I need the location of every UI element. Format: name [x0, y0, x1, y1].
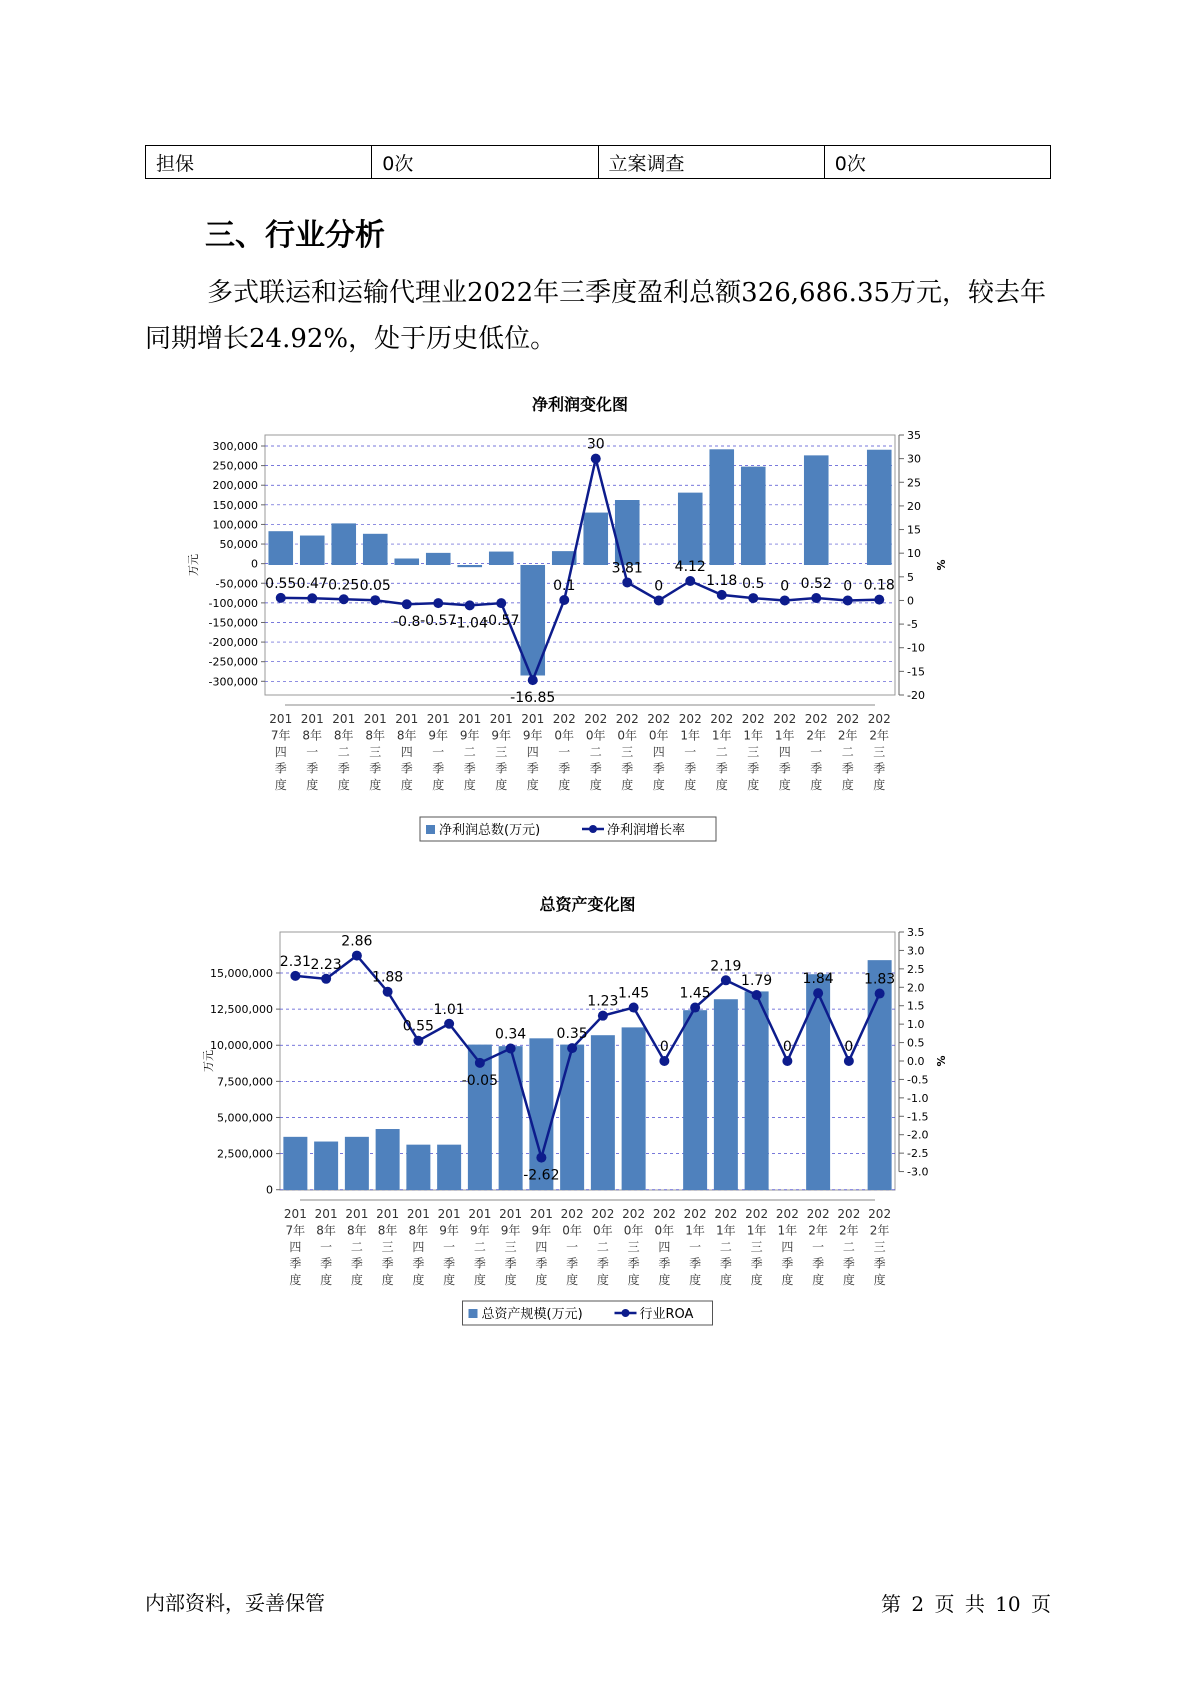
- bar: [615, 500, 640, 565]
- chart-title: 净利润变化图: [531, 395, 629, 414]
- data-label: 1.01: [433, 1001, 465, 1018]
- x-tick-label: 202 1年三季度: [745, 1207, 769, 1287]
- y2-tick-label: -3.0: [907, 1165, 929, 1179]
- y2-tick-label: 0: [907, 594, 914, 608]
- x-tick-label: 202 1年二季度: [710, 712, 734, 792]
- y2-tick-label: 3.5: [907, 926, 925, 939]
- data-label: -16.85: [510, 690, 556, 707]
- line-point: [433, 598, 443, 608]
- y2-tick-label: 3.0: [907, 944, 925, 958]
- x-tick-label: 202 0年二季度: [584, 712, 608, 792]
- x-tick-label: 201 9年三季度: [489, 712, 513, 792]
- bar: [741, 467, 766, 565]
- y2-tick-label: -1.5: [907, 1110, 929, 1124]
- x-tick-label: 201 8年二季度: [332, 712, 356, 792]
- line-point: [352, 951, 362, 961]
- y-axis-label: 万元: [202, 1050, 215, 1072]
- line-point: [444, 1019, 454, 1029]
- line-point: [506, 1043, 516, 1053]
- line-point: [875, 989, 885, 999]
- x-tick-label: 202 1年三季度: [741, 712, 765, 792]
- line-point: [874, 595, 884, 605]
- table-cell: 0次: [372, 146, 598, 179]
- table-row: [146, 146, 1051, 179]
- section-heading: 三、行业分析: [205, 218, 385, 253]
- legend-bar-label: 净利润总数(万元): [439, 823, 541, 838]
- line-point: [307, 593, 317, 603]
- info-table: [145, 145, 1051, 179]
- y2-tick-label: -20: [907, 689, 925, 702]
- y-tick-label: -250,000: [208, 655, 258, 669]
- line-point: [276, 593, 286, 603]
- line-point: [528, 675, 538, 685]
- data-label: 0: [780, 578, 790, 595]
- data-label: 0.25: [328, 577, 360, 594]
- bar: [806, 974, 830, 1190]
- data-label: 1.18: [706, 572, 738, 589]
- x-tick-label: 201 7年四季度: [283, 1207, 307, 1287]
- line-point: [598, 1011, 608, 1021]
- net-profit-chart: [180, 390, 980, 850]
- y2-tick-label: -0.5: [907, 1073, 929, 1087]
- bar: [678, 493, 703, 565]
- line-point: [811, 593, 821, 603]
- data-label: -0.57: [483, 613, 520, 630]
- bar: [804, 455, 829, 565]
- y2-tick-label: -5: [907, 618, 918, 632]
- x-tick-label: 202 0年三季度: [622, 1207, 646, 1287]
- line-point: [475, 1058, 485, 1068]
- data-label: 0.18: [863, 577, 895, 594]
- x-tick-label: 201 9年二季度: [468, 1207, 492, 1287]
- line-point: [290, 971, 300, 981]
- x-tick-label: 202 1年二季度: [714, 1207, 738, 1287]
- y2-tick-label: 25: [907, 476, 921, 490]
- data-label: 2.31: [279, 953, 311, 970]
- data-label: -0.05: [461, 1072, 498, 1089]
- x-tick-label: 202 0年三季度: [615, 712, 639, 792]
- bar: [622, 1027, 646, 1190]
- y2-tick-label: 2.0: [907, 981, 925, 995]
- table-cell: 立案调查: [598, 146, 824, 179]
- x-tick-label: 202 2年二季度: [837, 1207, 861, 1287]
- y-tick-label: 200,000: [212, 479, 258, 493]
- legend-line-marker: [622, 1309, 630, 1317]
- y2-tick-label: 0.5: [907, 1036, 925, 1050]
- x-tick-label: 201 8年一季度: [314, 1207, 338, 1287]
- data-label: 1.84: [802, 971, 834, 988]
- x-tick-label: 202 0年四季度: [652, 1207, 676, 1287]
- y-tick-label: 150,000: [212, 498, 258, 512]
- line-point: [717, 590, 727, 600]
- bar: [745, 991, 769, 1190]
- data-label: -0.8: [393, 614, 421, 631]
- y2-tick-label: 1.0: [907, 1018, 925, 1032]
- y2-tick-label: 1.5: [907, 999, 925, 1013]
- y-tick-label: 2,500,000: [217, 1147, 273, 1161]
- table-cell: 担保: [146, 146, 372, 179]
- y2-tick-label: -2.5: [907, 1147, 929, 1161]
- data-label: 2.19: [710, 958, 742, 975]
- line-point: [654, 595, 664, 605]
- bar: [426, 553, 451, 565]
- footer-page-number: 第 2 页 共 10 页: [881, 1592, 1051, 1616]
- x-tick-label: 202 2年二季度: [836, 712, 860, 792]
- data-label: 0.35: [556, 1026, 588, 1043]
- data-label: -2.62: [523, 1167, 560, 1184]
- x-tick-label: 201 9年一季度: [426, 712, 450, 792]
- data-label: 0.55: [265, 575, 297, 592]
- data-label: 30: [586, 436, 605, 453]
- bar: [499, 1046, 523, 1190]
- y-axis-label: 万元: [187, 554, 200, 576]
- y-tick-label: 12,500,000: [210, 1003, 273, 1017]
- line-point: [622, 577, 632, 587]
- y2-tick-label: 2.5: [907, 962, 925, 976]
- bar: [406, 1145, 430, 1190]
- data-label: 0.05: [359, 578, 391, 595]
- x-tick-label: 201 7年四季度: [269, 712, 293, 792]
- bar: [683, 1010, 707, 1190]
- y-tick-label: 5,000,000: [217, 1111, 273, 1125]
- data-label: -1.04: [451, 615, 488, 632]
- legend-bar-swatch: [469, 1309, 478, 1318]
- bar: [363, 534, 388, 565]
- y2-tick-label: 30: [907, 452, 921, 466]
- y2-tick-label: 15: [907, 523, 921, 537]
- bar: [560, 1045, 584, 1190]
- bar: [867, 450, 892, 565]
- y2-tick-label: -1.0: [907, 1091, 929, 1105]
- bar: [591, 1035, 615, 1190]
- line-point: [629, 1003, 639, 1013]
- y-tick-label: 10,000,000: [210, 1039, 273, 1053]
- x-tick-label: 202 2年三季度: [867, 712, 891, 792]
- bar: [268, 531, 293, 565]
- x-tick-label: 201 8年一季度: [300, 712, 324, 792]
- chart-title: 总资产变化图: [539, 895, 636, 914]
- table-cell: 0次: [824, 146, 1050, 179]
- line-point: [813, 988, 823, 998]
- data-label: 0: [654, 578, 664, 595]
- line-point: [721, 975, 731, 985]
- data-label: 1.45: [679, 985, 711, 1002]
- line-point: [567, 1043, 577, 1053]
- bar: [314, 1142, 338, 1190]
- y-tick-label: -300,000: [208, 675, 258, 689]
- data-label: 0: [843, 578, 853, 595]
- x-tick-label: 201 8年三季度: [363, 712, 387, 792]
- data-label: 1.83: [864, 971, 896, 988]
- x-tick-label: 202 1年四季度: [773, 712, 797, 792]
- data-label: 1.23: [587, 993, 619, 1010]
- data-label: 3.81: [611, 560, 643, 577]
- data-label: 0.55: [402, 1018, 434, 1035]
- total-assets-chart: [180, 890, 980, 1350]
- legend-bar-label: 总资产规模(万元): [481, 1307, 583, 1322]
- data-label: 0: [782, 1039, 792, 1055]
- y-tick-label: -100,000: [208, 596, 258, 610]
- x-tick-label: 201 9年二季度: [458, 712, 482, 792]
- data-label: 0.47: [296, 576, 328, 593]
- bar: [709, 449, 734, 565]
- x-tick-label: 201 9年三季度: [499, 1207, 523, 1287]
- x-tick-label: 202 1年一季度: [678, 712, 702, 792]
- data-label: 4.12: [674, 558, 706, 575]
- data-label: 0: [659, 1039, 669, 1055]
- x-tick-label: 202 2年三季度: [868, 1207, 892, 1287]
- y-tick-label: 250,000: [212, 459, 258, 473]
- y-tick-label: 100,000: [212, 518, 258, 532]
- bar: [489, 552, 514, 565]
- line-point: [685, 576, 695, 586]
- line-point: [370, 595, 380, 605]
- bar: [331, 523, 356, 565]
- x-tick-label: 201 9年四季度: [529, 1207, 553, 1287]
- data-label: 2.86: [341, 933, 373, 950]
- y-tick-label: 50,000: [219, 538, 258, 552]
- bar: [457, 565, 482, 567]
- legend-line-label: 净利润增长率: [607, 823, 686, 838]
- x-tick-label: 201 8年三季度: [376, 1207, 400, 1287]
- y-tick-label: -50,000: [215, 577, 258, 591]
- data-label: 1.79: [741, 973, 773, 990]
- line-point: [321, 974, 331, 984]
- bar: [583, 513, 608, 565]
- y2-axis-label: %: [935, 559, 948, 571]
- line-point: [383, 987, 393, 997]
- x-tick-label: 202 1年一季度: [683, 1207, 707, 1287]
- x-tick-label: 202 0年一季度: [552, 712, 576, 792]
- x-tick-label: 201 8年四季度: [406, 1207, 430, 1287]
- data-label: 0.52: [800, 575, 832, 592]
- y2-tick-label: -2.0: [907, 1128, 929, 1142]
- line-point: [465, 600, 475, 610]
- footer-confidential: 内部资料，妥善保管: [145, 1591, 325, 1615]
- bar: [437, 1145, 461, 1190]
- data-label: 0.34: [495, 1026, 527, 1043]
- line-point: [659, 1056, 669, 1066]
- line-point: [844, 1056, 854, 1066]
- y-tick-label: 0: [251, 557, 258, 571]
- line-point: [413, 1036, 423, 1046]
- y-tick-label: -200,000: [208, 636, 258, 650]
- y-tick-label: 7,500,000: [217, 1075, 273, 1089]
- line-point: [690, 1003, 700, 1013]
- y-tick-label: 0: [266, 1183, 273, 1197]
- y2-tick-label: 35: [907, 429, 921, 442]
- x-tick-label: 202 0年一季度: [560, 1207, 584, 1287]
- legend-bar-swatch: [426, 825, 435, 834]
- x-tick-label: 201 8年二季度: [345, 1207, 369, 1287]
- y-tick-label: -150,000: [208, 616, 258, 630]
- legend-line-label: 行业ROA: [639, 1307, 694, 1322]
- line-point: [536, 1153, 546, 1163]
- line-point: [496, 598, 506, 608]
- y-tick-label: 15,000,000: [210, 967, 273, 980]
- bar: [394, 559, 419, 566]
- y2-tick-label: -15: [907, 665, 925, 679]
- x-tick-label: 201 9年一季度: [437, 1207, 461, 1287]
- data-label: 1.88: [372, 969, 404, 986]
- line-point: [748, 593, 758, 603]
- line-point: [843, 595, 853, 605]
- y2-tick-label: 20: [907, 499, 921, 513]
- y2-axis-label: %: [935, 1055, 948, 1067]
- bar: [283, 1137, 307, 1190]
- x-tick-label: 202 2年一季度: [806, 1207, 830, 1287]
- x-tick-label: 202 1年四季度: [775, 1207, 799, 1287]
- line-point: [780, 595, 790, 605]
- data-label: 0: [844, 1039, 854, 1055]
- y2-tick-label: -10: [907, 641, 925, 655]
- line-point: [752, 990, 762, 1000]
- data-label: 1.45: [618, 985, 650, 1002]
- data-label: 0.1: [553, 577, 576, 594]
- bar: [376, 1129, 400, 1190]
- x-tick-label: 201 8年四季度: [395, 712, 419, 792]
- line-point: [339, 594, 349, 604]
- x-tick-label: 202 0年二季度: [591, 1207, 615, 1287]
- y2-tick-label: 10: [907, 547, 921, 561]
- line-point: [559, 595, 569, 605]
- x-tick-label: 201 9年四季度: [521, 712, 545, 792]
- x-tick-label: 202 0年四季度: [647, 712, 671, 792]
- data-label: -0.57: [420, 613, 457, 630]
- data-label: 0.5: [742, 576, 765, 593]
- y2-tick-label: 5: [907, 570, 914, 584]
- x-tick-label: 202 2年一季度: [804, 712, 828, 792]
- line-point: [402, 599, 412, 609]
- line-point: [782, 1056, 792, 1066]
- analysis-paragraph: 多式联运和运输代理业2022年三季度盈利总额326,686.35万元，较去年同期增长24.92%，处于历史低位。: [145, 278, 1047, 354]
- y2-tick-label: 0.0: [907, 1055, 925, 1068]
- bar: [714, 999, 738, 1190]
- line-point: [591, 454, 601, 464]
- bar: [300, 536, 325, 565]
- legend-line-marker: [589, 825, 597, 833]
- y-tick-label: 300,000: [212, 440, 258, 453]
- bar: [345, 1137, 369, 1190]
- plot-area: [265, 435, 895, 695]
- data-label: 2.23: [310, 956, 342, 973]
